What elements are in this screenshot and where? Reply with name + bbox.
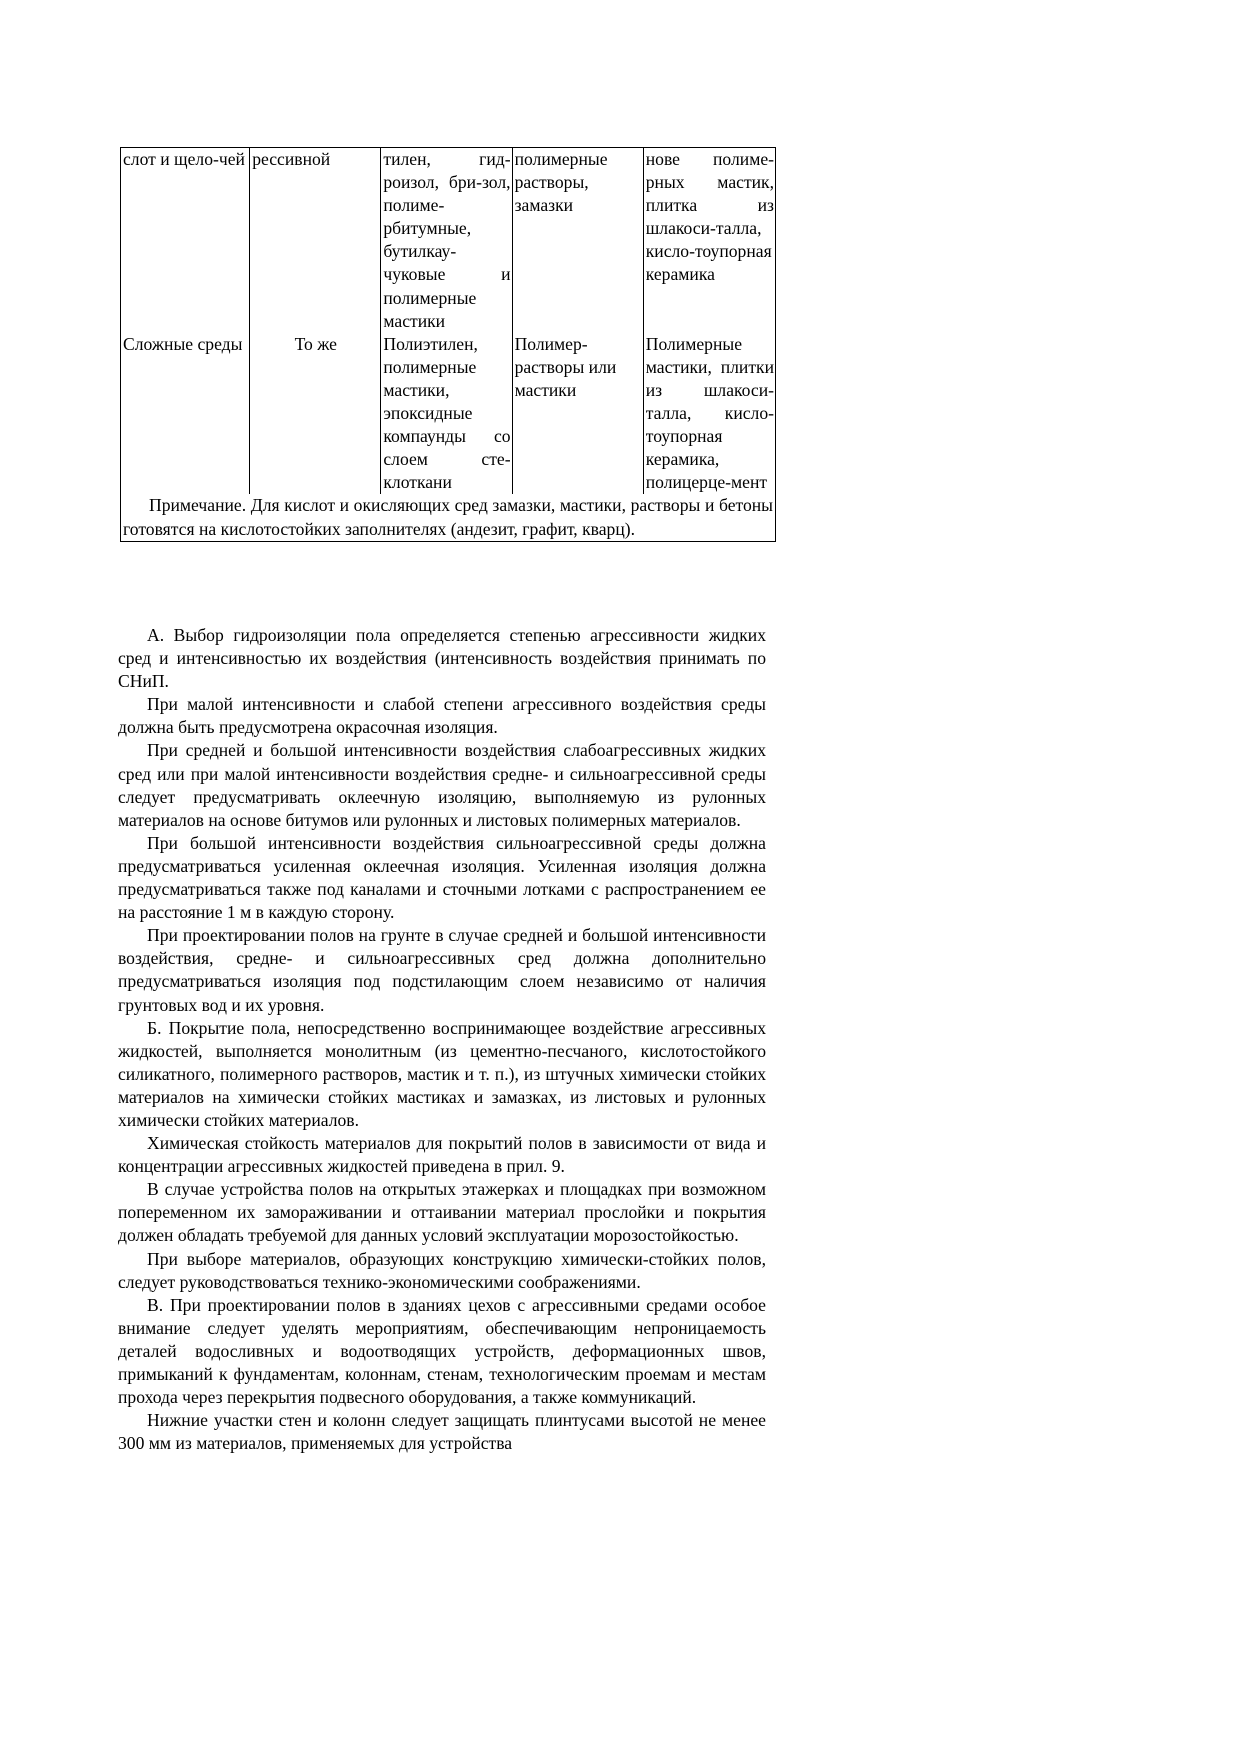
table-cell-medium: слот и щело-чей [121, 148, 250, 333]
paragraph: При большой интенсивности воздействия сильноагрессивной среды должна предусматриваться усиленная оклеечная изоляция. Усиленная изоляция должна предусматриваться также под каналами и сточными лотками с распространением ее на расстояние 1 м в каждую сторону. [118, 832, 766, 923]
materials-table [120, 147, 776, 542]
table-cell-insulation: Полиэтилен, полимерные мастики, эпоксидные компаунды со слоем сте-клоткани [381, 333, 512, 495]
table-row [121, 148, 776, 333]
paragraph: В случае устройства полов на открытых этажерках и площадках при возможном попеременном их замораживании и оттаивании материал прослойки и покрытия должен обладать требуемой для данных условий эксплуатации морозостойкостью. [118, 1179, 766, 1246]
paragraph-b: Б. Покрытие пола, непосредственно воспринимающее воздействие агрессивных жидкостей, выполняется монолитным (из цементно-песчаного, кислотостойкого силикатного, полимерного растворов, мастик и т. п.), из штучных химически стойких материалов на химически стойких мастиках и замазках, из листовых и рулонных химически стойких материалов. [118, 1017, 766, 1130]
paragraph: При малой интенсивности и слабой степени агрессивного воздействия среды должна быть предусмотрена окрасочная изоляция. [118, 694, 766, 738]
table-cell-aggressiveness: рессивной [250, 148, 381, 333]
table-cell-aggressiveness: То же [250, 333, 381, 495]
body-text [118, 624, 766, 1455]
table-cell-insulation: тилен, гид-роизол, бри-зол, полиме-рбитумные, бутилкау-чуковые и полимерные мастики [381, 148, 512, 333]
table-cell-coating: Полимерные мастики, плитки из шлакоси-талла, кисло-тоупорная керамика, полицерце-мент [643, 333, 775, 495]
paragraph-a: А. Выбор гидроизоляции пола определяется степенью агрессивности жидких сред и интенсивностью их воздействия (интенсивность воздействия принимать по СНиП. [118, 625, 766, 692]
table-cell-coating: нове полиме-рных мастик, плитка из шлакоси-талла, кисло-тоупорная керамика [643, 148, 775, 333]
table-cell-interlayer: Полимер-растворы или мастики [512, 333, 643, 495]
paragraph: Химическая стойкость материалов для покрытий полов в зависимости от вида и концентрации агрессивных жидкостей приведена в прил. 9. [118, 1133, 766, 1177]
table-note-row [121, 494, 776, 541]
table-row [121, 333, 776, 495]
table-cell-interlayer: полимерные растворы, замазки [512, 148, 643, 333]
paragraph: При проектировании полов на грунте в случае средней и большой интенсивности воздействия, средне- и сильноагрессивных сред должна дополнительно предусматриваться изоляция под подстилающим слоем независимо от наличия грунтовых вод и их уровня. [118, 925, 766, 1015]
table-note: Примечание. Для кислот и окисляющих сред замазки, мастики, растворы и бетоны готовятся на кислотостойких заполнителях (андезит, графит, кварц). [121, 494, 776, 541]
table-cell-medium: Сложные среды [121, 333, 250, 495]
paragraph: Нижние участки стен и колонн следует защищать плинтусами высотой не менее 300 мм из материалов, применяемых для устройства [118, 1410, 766, 1454]
materials-table-continuation [120, 147, 776, 542]
paragraph: При средней и большой интенсивности воздействия слабоагрессивных жидких сред или при малой интенсивности воздействия средне- и сильноагрессивной среды следует предусматривать оклеечную изоляцию, выполняемую из рулонных материалов на основе битумов или рулонных и листовых полимерных материалов. [118, 740, 766, 830]
paragraph-v: В. При проектировании полов в зданиях цехов с агрессивными средами особое внимание следует уделять мероприятиям, обеспечивающим непроницаемость деталей водосливных и водоотводящих устройств, деформационных швов, примыканий к фундаментам, колоннам, стенам, технологическим проемам и местам прохода через перекрытия подвесного оборудования, а также коммуникаций. [118, 1294, 766, 1408]
paragraph: При выборе материалов, образующих конструкцию химически-стойких полов, следует руководствоваться технико-экономическими соображениями. [118, 1248, 766, 1292]
